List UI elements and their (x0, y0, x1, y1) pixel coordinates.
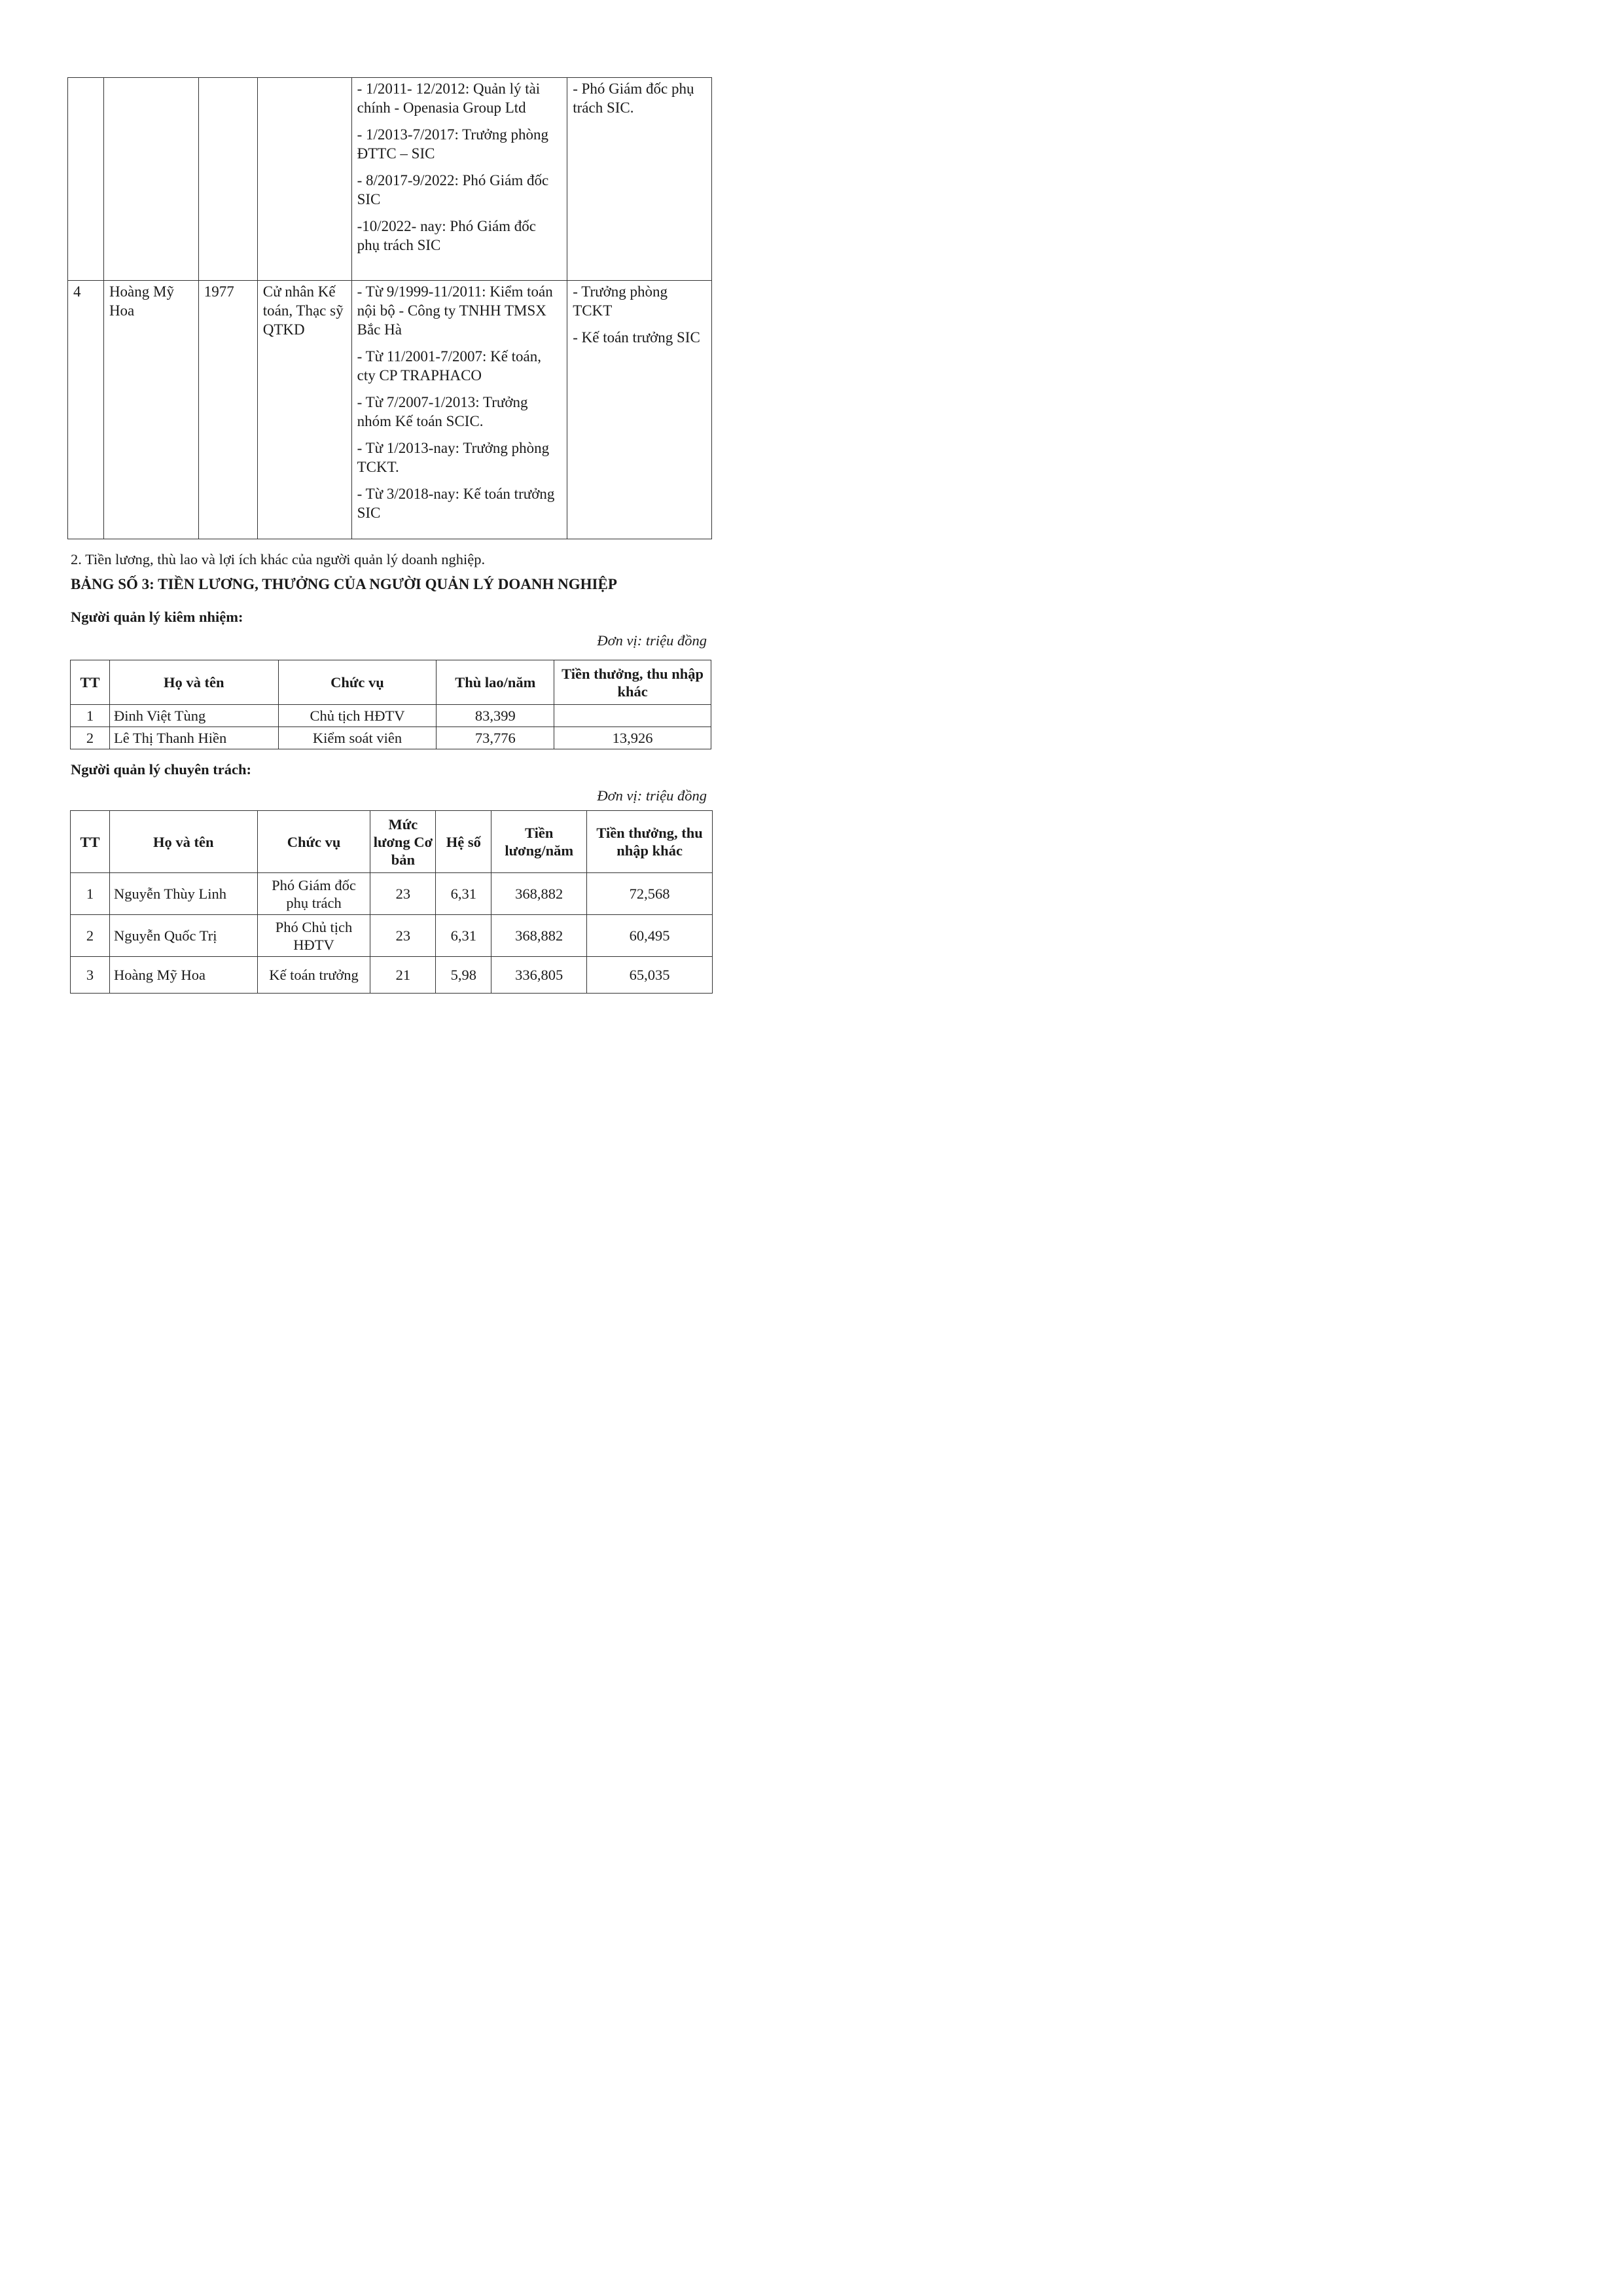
header-cell: Hệ số (436, 811, 491, 873)
full-time-heading: Người quản lý chuyên trách: (71, 761, 251, 778)
experience-item: - Từ 11/2001-7/2007: Kế toán, cty CP TRAPHACO (357, 348, 542, 384)
header-cell: Họ và tên (109, 660, 278, 705)
cell-annual-salary: 368,882 (491, 873, 587, 915)
cell-name: Nguyễn Quốc Trị (109, 915, 257, 957)
header-cell: Chức vụ (278, 660, 437, 705)
cell-annual-salary: 368,882 (491, 915, 587, 957)
header-cell: TT (71, 811, 110, 873)
unit-label: Đơn vị: triệu đồng (597, 787, 707, 804)
cell-name: Nguyễn Thùy Linh (109, 873, 257, 915)
cell-bonus: 72,568 (587, 873, 713, 915)
table-title: BẢNG SỐ 3: TIỀN LƯƠNG, THƯỞNG CỦA NGƯỜI QUẢN LÝ DOANH NGHIỆP (71, 576, 617, 592)
unit-label: Đơn vị: triệu đồng (597, 632, 707, 649)
cell-degree: Cử nhân Kế toán, Thạc sỹ QTKD (257, 281, 351, 539)
experience-item: - 1/2013-7/2017: Trưởng phòng ĐTTC – SIC (357, 126, 548, 162)
experience-item: - 8/2017-9/2022: Phó Giám đốc SIC (357, 172, 549, 207)
cell-position: Kế toán trưởng (257, 957, 370, 994)
cell-name: Lê Thị Thanh Hiền (109, 727, 278, 749)
cell-tt: 1 (71, 705, 110, 727)
header-cell: Chức vụ (257, 811, 370, 873)
cell-tt: 1 (71, 873, 110, 915)
cell-position: Kiểm soát viên (278, 727, 437, 749)
cell-position: Chủ tịch HĐTV (278, 705, 437, 727)
position-item: - Trưởng phòng TCKT (573, 283, 668, 319)
experience-item: - 1/2011- 12/2012: Quản lý tài chính - Openasia Group Ltd (357, 81, 541, 116)
cell-positions (567, 78, 712, 281)
header-cell: Thù lao/năm (437, 660, 554, 705)
table-row (71, 957, 713, 994)
cell-coefficient: 6,31 (436, 873, 491, 915)
table-row (68, 78, 712, 281)
table-row (71, 915, 713, 957)
cell-positions (567, 281, 712, 539)
experience-item: - Từ 9/1999-11/2011: Kiểm toán nội bộ - Công ty TNHH TMSX Bắc Hà (357, 283, 553, 338)
experience-item: - Từ 3/2018-nay: Kế toán trưởng SIC (357, 486, 555, 521)
full-time-salary-table (70, 810, 713, 994)
table-header-row (71, 660, 711, 705)
cell-tt: 2 (71, 915, 110, 957)
cell-name: Hoàng Mỹ Hoa (109, 957, 257, 994)
cell-bonus: 60,495 (587, 915, 713, 957)
cell-coefficient: 5,98 (436, 957, 491, 994)
part-time-heading: Người quản lý kiêm nhiệm: (71, 609, 243, 625)
cell-year (198, 78, 257, 281)
cell-annual-salary: 336,805 (491, 957, 587, 994)
table-row (71, 727, 711, 749)
cell-position: Phó Giám đốc phụ trách (257, 873, 370, 915)
cell-tt: 2 (71, 727, 110, 749)
cell-base-salary: 23 (370, 873, 436, 915)
document-page (0, 0, 812, 1148)
cell-degree (257, 78, 351, 281)
cell-name (103, 78, 198, 281)
header-cell: Tiền lương/năm (491, 811, 587, 873)
table-row (68, 281, 712, 539)
cell-coefficient: 6,31 (436, 915, 491, 957)
header-cell: Tiền thưởng, thu nhập khác (554, 660, 711, 705)
part-time-salary-table (70, 660, 711, 749)
table-row (71, 873, 713, 915)
cell-bonus: 65,035 (587, 957, 713, 994)
table-row (71, 705, 711, 727)
experience-item: - Từ 1/2013-nay: Trưởng phòng TCKT. (357, 440, 550, 475)
cell-position: Phó Chủ tịch HĐTV (257, 915, 370, 957)
cell-experience (351, 78, 567, 281)
section-heading: 2. Tiền lương, thù lao và lợi ích khác của người quản lý doanh nghiệp. (71, 551, 486, 567)
experience-item: -10/2022- nay: Phó Giám đốc phụ trách SIC (357, 218, 537, 253)
cell-remuneration: 83,399 (437, 705, 554, 727)
cell-no: 4 (68, 281, 104, 539)
cell-bonus: 13,926 (554, 727, 711, 749)
cell-remuneration: 73,776 (437, 727, 554, 749)
cell-name: Đinh Việt Tùng (109, 705, 278, 727)
cell-base-salary: 23 (370, 915, 436, 957)
header-cell: Họ và tên (109, 811, 257, 873)
cell-year: 1977 (198, 281, 257, 539)
header-cell: Tiền thưởng, thu nhập khác (587, 811, 713, 873)
profile-table (67, 77, 712, 539)
cell-no (68, 78, 104, 281)
header-cell: Mức lương Cơ bản (370, 811, 436, 873)
cell-base-salary: 21 (370, 957, 436, 994)
cell-experience (351, 281, 567, 539)
cell-bonus (554, 705, 711, 727)
table-header-row (71, 811, 713, 873)
experience-item: - Từ 7/2007-1/2013: Trưởng nhóm Kế toán SCIC. (357, 394, 528, 429)
cell-tt: 3 (71, 957, 110, 994)
position-item: - Kế toán trưởng SIC (573, 329, 700, 346)
header-cell: TT (71, 660, 110, 705)
cell-name: Hoàng Mỹ Hoa (103, 281, 198, 539)
position-item: - Phó Giám đốc phụ trách SIC. (573, 81, 694, 116)
